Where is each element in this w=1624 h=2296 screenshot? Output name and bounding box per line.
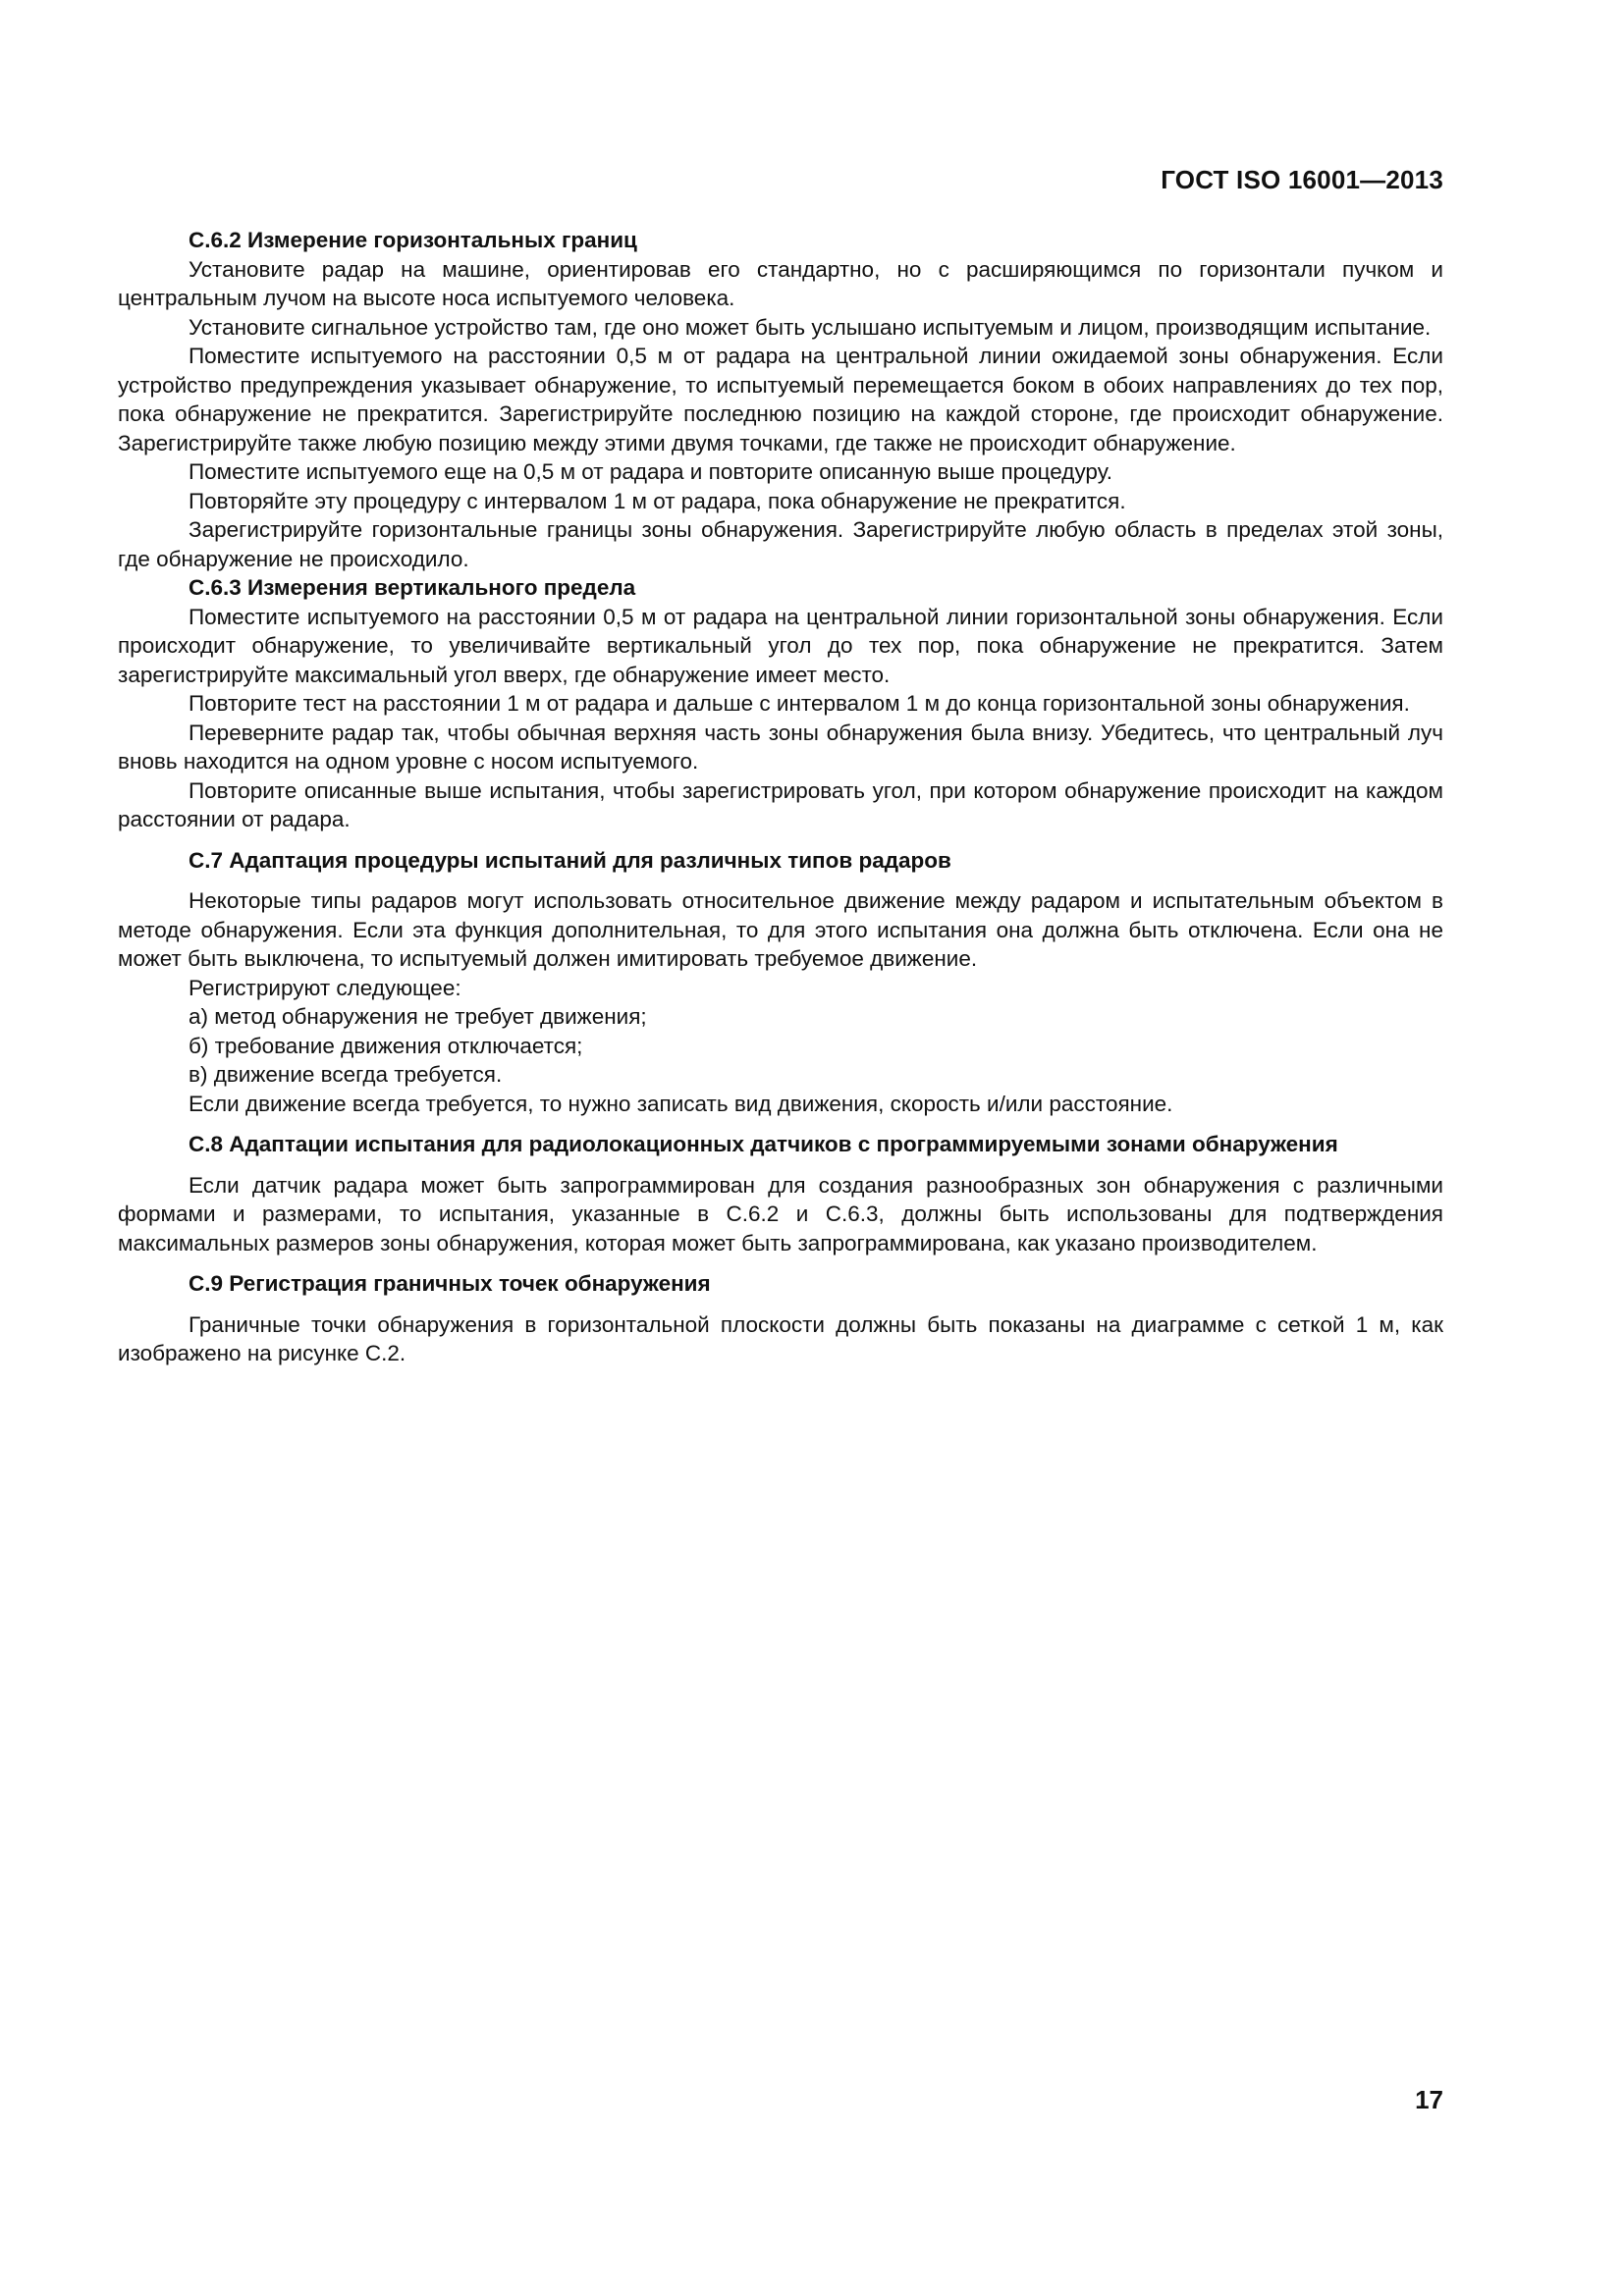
paragraph: Повторите описанные выше испытания, чтобы зарегистрировать угол, при котором обнаружение происходит на каждом расстоянии от радара. bbox=[118, 777, 1443, 831]
paragraph: Если датчик радара может быть запрограммирован для создания разнообразных зон обнаружения с различными формами и размерами, то испытания, указанные в С.6.2 и С.6.3, должны быть использованы для подтверждения максимальных размеров зоны обнаружения, которая может быть запрограммирована, как указано производителем. bbox=[118, 1172, 1443, 1255]
section-heading-c6-2: С.6.2 Измерение горизонтальных границ bbox=[189, 228, 637, 252]
section-heading-c8: С.8 Адаптации испытания для радиолокационных датчиков с программируемыми зонами обнаружения bbox=[189, 1132, 1338, 1156]
paragraph: Установите сигнальное устройство там, где оно может быть услышано испытуемым и лицом, производящим испытание. bbox=[189, 314, 1432, 340]
section-heading-c7: С.7 Адаптация процедуры испытаний для различных типов радаров bbox=[189, 847, 951, 873]
list-item: б) требование движения отключается; bbox=[189, 1033, 583, 1058]
paragraph: Повторяйте эту процедуру с интервалом 1 м от радара, пока обнаружение не прекратится. bbox=[189, 488, 1126, 513]
paragraph: Установите радар на машине, ориентировав его стандартно, но с расширяющимся по горизонтали пучком и центральным лучом на высоте носа испытуемого человека. bbox=[118, 256, 1443, 310]
section-heading-c6-3: С.6.3 Измерения вертикального предела bbox=[189, 575, 636, 600]
paragraph: Граничные точки обнаружения в горизонтальной плоскости должны быть показаны на диаграмме с сеткой 1 м, как изображено на рисунке С.2. bbox=[118, 1311, 1443, 1365]
section-heading-c9: С.9 Регистрация граничных точек обнаружения bbox=[189, 1271, 711, 1296]
paragraph: Переверните радар так, чтобы обычная верхняя часть зоны обнаружения была внизу. Убедитесь, что центральный луч вновь находится на одном уровне с носом испытуемого. bbox=[118, 720, 1443, 774]
paragraph: Поместите испытуемого на расстоянии 0,5 м от радара на центральной линии ожидаемой зоны обнаружения. Если устройство предупреждения указывает обнаружение, то испытуемый перемещается боком в обоих направлениях до тех пор, пока обнаружение не прекратится. Зарегистрируйте последнюю позицию на каждой стороне, где происходит обнаружение. Зарегистрируйте также любую позицию между этими двумя точками, где также не происходит обнаружение. bbox=[118, 344, 1443, 455]
paragraph: Некоторые типы радаров могут использовать относительное движение между радаром и испытательным объектом в методе обнаружения. Если эта функция дополнительная, то для этого испытания она должна быть отключена. Если она не может быть выключена, то испытуемый должен имитировать требуемое движение. bbox=[118, 888, 1443, 971]
paragraph: Поместите испытуемого еще на 0,5 м от радара и повторите описанную выше процедуру. bbox=[189, 459, 1112, 484]
paragraph: Если движение всегда требуется, то нужно записать вид движения, скорость и/или расстояние. bbox=[189, 1091, 1173, 1116]
list-item: а) метод обнаружения не требует движения; bbox=[189, 1004, 647, 1029]
document-body bbox=[118, 226, 1443, 1368]
paragraph: Зарегистрируйте горизонтальные границы зоны обнаружения. Зарегистрируйте любую область в пределах этой зоны, где обнаружение не происходило. bbox=[118, 517, 1443, 571]
paragraph: Поместите испытуемого на расстоянии 0,5 м от радара на центральной линии горизонтальной зоны обнаружения. Если происходит обнаружение, то увеличивайте вертикальный угол до тех пор, пока обнаружение не прекратится. Затем зарегистрируйте максимальный угол вверх, где обнаружение имеет место. bbox=[118, 604, 1443, 687]
list-item: в) движение всегда требуется. bbox=[189, 1062, 503, 1087]
paragraph: Повторите тест на расстоянии 1 м от радара и дальше с интервалом 1 м до конца горизонтальной зоны обнаружения. bbox=[189, 691, 1410, 716]
page-number: 17 bbox=[1415, 2085, 1443, 2114]
paragraph: Регистрируют следующее: bbox=[189, 975, 461, 1000]
document-header-standard-id: ГОСТ ISO 16001—2013 bbox=[1161, 165, 1443, 194]
